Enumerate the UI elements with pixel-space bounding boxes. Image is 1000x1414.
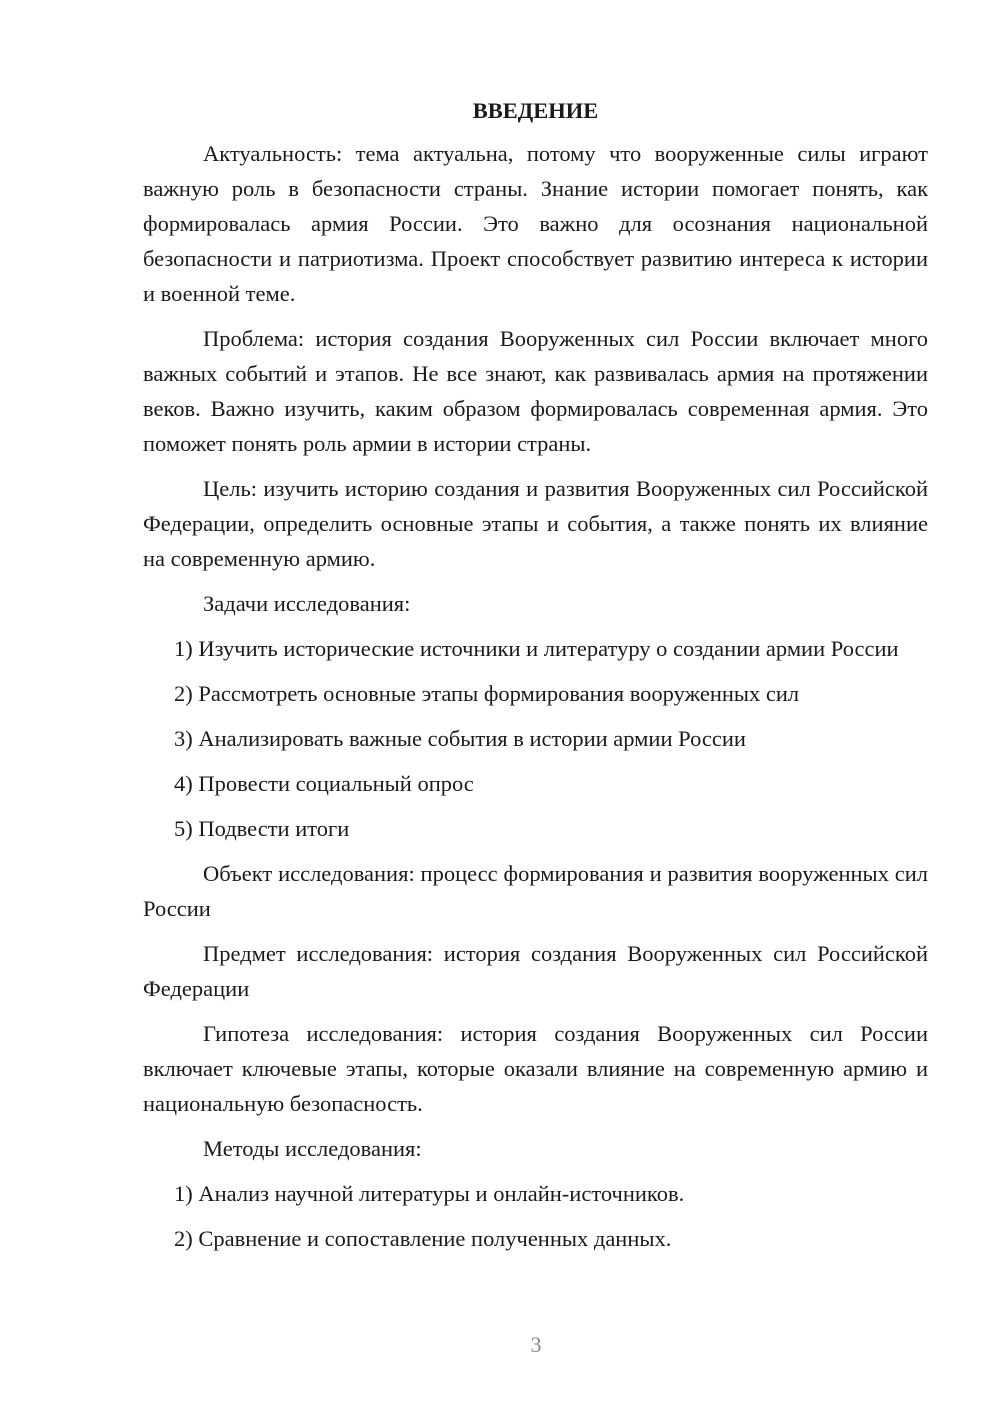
hypothesis-paragraph: Гипотеза исследования: история создания Вооруженных сил России включает ключевые этапы, которые оказали влияние на современную армию и национальную безопасность. — [143, 1021, 928, 1116]
object-paragraph: Объект исследования: процесс формирования и развития вооруженных сил России — [143, 861, 928, 921]
goal-paragraph: Цель: изучить историю создания и развития Вооруженных сил Российской Федерации, определить основные этапы и события, а также понять их влияние на современную армию. — [143, 476, 928, 571]
page-number: 3 — [530, 1332, 542, 1357]
task-item-3: 3) Анализировать важные события в истории армии России — [174, 726, 746, 751]
problem-paragraph: Проблема: история создания Вооруженных сил России включает много важных событий и этапов. Не все знают, как развивалась армия на протяжении веков. Важно изучить, каким образом формировалась современная армия. Это поможет понять роль армии в истории страны. — [143, 326, 928, 456]
task-item-1: 1) Изучить исторические источники и литературу о создании армии России — [174, 636, 899, 661]
task-item-5: 5) Подвести итоги — [174, 816, 350, 841]
methods-title: Методы исследования: — [203, 1136, 422, 1161]
subject-paragraph: Предмет исследования: история создания Вооруженных сил Российской Федерации — [143, 941, 928, 1001]
section-heading: ВВЕДЕНИЕ — [472, 98, 599, 123]
relevance-paragraph: Актуальность: тема актуальна, потому что вооруженные силы играют важную роль в безопасности страны. Знание истории помогает понять, как формировалась армия России. Это важно для осознания национальной безопасности и патриотизма. Проект способствует развитию интереса к истории и военной теме. — [143, 141, 928, 306]
method-item-1: 1) Анализ научной литературы и онлайн-источников. — [174, 1181, 685, 1206]
task-item-4: 4) Провести социальный опрос — [174, 771, 474, 796]
method-item-2: 2) Сравнение и сопоставление полученных данных. — [174, 1226, 672, 1251]
task-item-2: 2) Рассмотреть основные этапы формирования вооруженных сил — [174, 681, 800, 706]
tasks-title: Задачи исследования: — [203, 591, 411, 616]
